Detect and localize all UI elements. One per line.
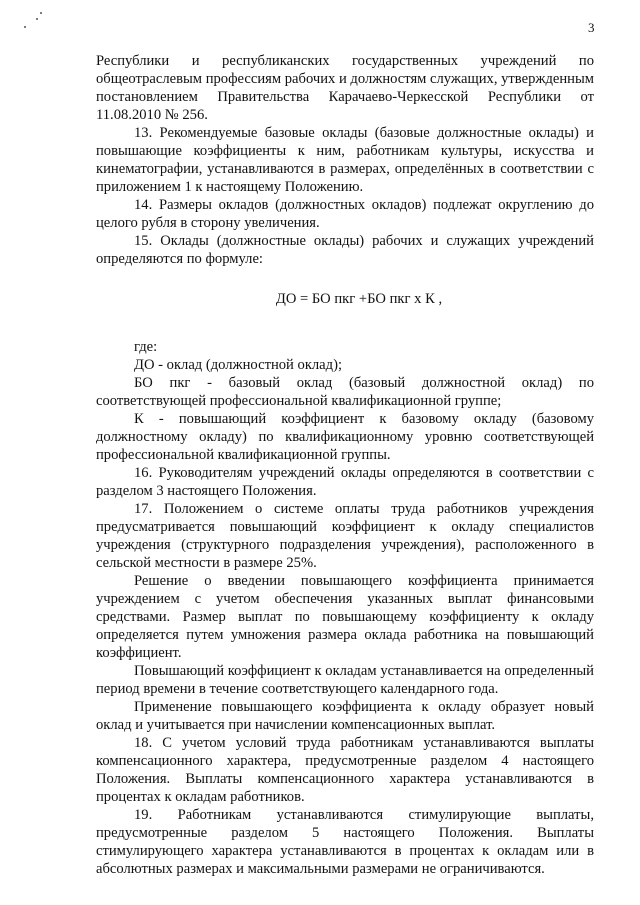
- paragraph: 16. Руководителям учреждений оклады определяются в соответствии с разделом 3 настоящего Положения.: [96, 465, 594, 499]
- paragraph: Решение о введении повышающего коэффициента принимается учреждением с учетом обеспечения указанных выплат финансовыми средствами. Размер выплат по повышающему коэффициенту к окладу определяется путем умножения размера оклада работника на повышающий коэффициент.: [96, 573, 594, 661]
- paragraph: 14. Размеры окладов (должностных окладов) подлежат округлению до целого рубля в сторону увеличения.: [96, 197, 594, 231]
- speck: [24, 26, 26, 28]
- paragraph: 15. Оклады (должностные оклады) рабочих и служащих учреждений определяются по формуле:: [96, 233, 594, 267]
- speck: [36, 18, 38, 20]
- document-body: [96, 52, 594, 878]
- speck: [40, 12, 42, 14]
- salary-formula: ДО = БО пкг +БО пкг х К ,: [275, 291, 443, 307]
- definition-item: К - повышающий коэффициент к базовому окладу (базовому должностному окладу) по квалификационному уровню соответствующей профессиональной квалификационной группы.: [96, 411, 594, 463]
- paragraph: 17. Положением о системе оплаты труда работников учреждения предусматривается повышающий коэффициент к окладу специалистов учреждения (структурного подразделения учреждения), расположенного в сельской местности в размере 25%.: [96, 501, 594, 571]
- where-label: где:: [134, 339, 158, 355]
- paragraph: 13. Рекомендуемые базовые оклады (базовые должностные оклады) и повышающие коэффициенты к ним, работникам культуры, искусства и кинематографии, устанавливаются в размерах, определённых в соответствии с приложением 1 к настоящему Положению.: [96, 125, 594, 195]
- page-number: 3: [588, 20, 595, 35]
- paragraph: 19. Работникам устанавливаются стимулирующие выплаты, предусмотренные разделом 5 настоящего Положения. Выплаты стимулирующего характера устанавливаются в процентах к окладам или в абсолютных размерах и максимальными размерами не ограничиваются.: [96, 807, 594, 877]
- definition-item: ДО - оклад (должностной оклад);: [134, 357, 343, 373]
- paragraph: Применение повышающего коэффициента к окладу образует новый оклад и учитывается при начислении компенсационных выплат.: [96, 699, 594, 733]
- scan-specks: [22, 8, 52, 32]
- definition-item: БО пкг - базовый оклад (базовый должностной оклад) по соответствующей профессиональной квалификационной группе;: [96, 375, 594, 409]
- paragraph: 18. С учетом условий труда работникам устанавливаются выплаты компенсационного характера, предусмотренные разделом 4 настоящего Положения. Выплаты компенсационного характера устанавливаются в процентах к окладам работников.: [96, 735, 594, 805]
- paragraph: Республики и республиканских государственных учреждений по общеотраслевым профессиям рабочих и должностям служащих, утвержденным постановлением Правительства Карачаево-Черкесской Республики от 11.08.2010 № 256.: [96, 53, 595, 123]
- paragraph: Повышающий коэффициент к окладам устанавливается на определенный период времени в течение соответствующего календарного года.: [96, 663, 594, 697]
